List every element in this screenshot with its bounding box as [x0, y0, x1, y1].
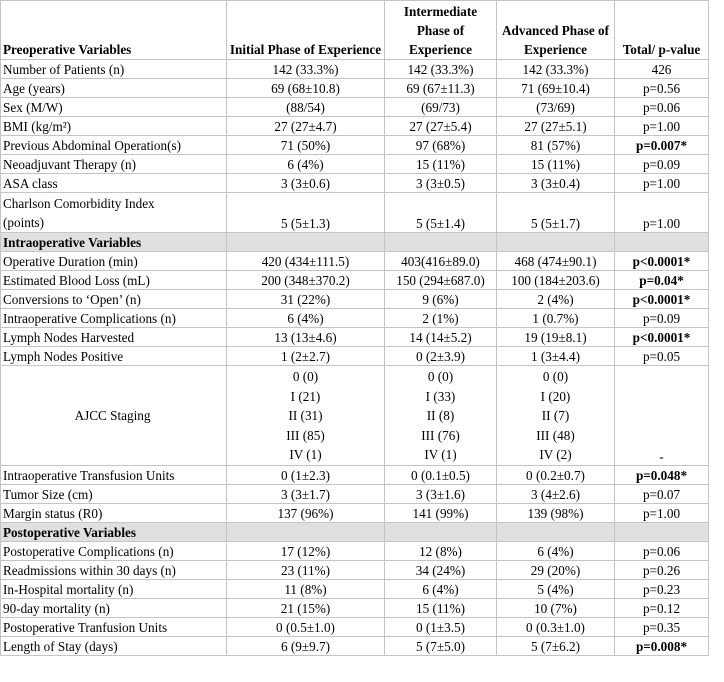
advanced-phase-value: 139 (98%)	[497, 504, 615, 523]
intermediate-phase-value: (69/73)	[385, 98, 497, 117]
advanced-phase-value: 5 (7±6.2)	[497, 637, 615, 656]
advanced-phase-value: 71 (69±10.4)	[497, 79, 615, 98]
charlson-row	[1, 193, 709, 233]
row-label: Lymph Nodes Harvested	[1, 328, 227, 347]
row-label: Postoperative Tranfusion Units	[1, 618, 227, 637]
intraoperative-row	[1, 328, 709, 347]
p-value: p=0.26	[615, 561, 709, 580]
row-label: Intraoperative Complications (n)	[1, 309, 227, 328]
stage-value: II (8)	[426, 408, 455, 424]
stage-value: III (76)	[421, 427, 460, 443]
p-value: p<0.0001*	[615, 290, 709, 309]
advanced-phase-value: 19 (19±8.1)	[497, 328, 615, 347]
intermediate-phase-value: 141 (99%)	[385, 504, 497, 523]
initial-phase-value: 142 (33.3%)	[227, 60, 385, 79]
intermediate-phase-value: 12 (8%)	[385, 542, 497, 561]
initial-phase-value: 6 (9±9.7)	[227, 637, 385, 656]
intermediate-phase-value: 97 (68%)	[385, 136, 497, 155]
stage-value: I (20)	[540, 388, 571, 404]
postoperative-section-blank-cell	[497, 523, 615, 542]
p-value: p=0.04*	[615, 271, 709, 290]
initial-phase-value: 3 (3±1.7)	[227, 485, 385, 504]
advanced-phase-value: 5 (5±1.7)	[497, 193, 615, 233]
intermediate-phase-value: 5 (5±1.4)	[385, 193, 497, 233]
p-value: 426	[615, 60, 709, 79]
p-value: p=0.09	[615, 309, 709, 328]
header-advanced-phase: Advanced Phase of Experience	[497, 1, 615, 60]
intraoperative-row	[1, 290, 709, 309]
preoperative-row	[1, 79, 709, 98]
intraoperative-row	[1, 309, 709, 328]
intermediate-phase-value: 0 (0.1±0.5)	[385, 466, 497, 485]
advanced-phase-value: 100 (184±203.6)	[497, 271, 615, 290]
row-label: Age (years)	[1, 79, 227, 98]
stage-value: I (33)	[425, 388, 456, 404]
header-preoperative-variables: Preoperative Variables	[1, 1, 227, 60]
intermediate-phase-staging	[385, 366, 497, 466]
p-value: p=1.00	[615, 117, 709, 136]
intraoperative-section-blank-cell	[615, 233, 709, 252]
advanced-phase-value: 29 (20%)	[497, 561, 615, 580]
intermediate-phase-value: 0 (2±3.9)	[385, 347, 497, 366]
intermediate-phase-value: 15 (11%)	[385, 599, 497, 618]
initial-phase-value: 200 (348±370.2)	[227, 271, 385, 290]
intermediate-phase-value: 150 (294±687.0)	[385, 271, 497, 290]
preoperative-row	[1, 136, 709, 155]
p-value: p=0.008*	[615, 637, 709, 656]
stage-value: IV (2)	[539, 447, 572, 463]
row-label: Sex (M/W)	[1, 98, 227, 117]
initial-phase-value: 0 (1±2.3)	[227, 466, 385, 485]
initial-phase-value: 21 (15%)	[227, 599, 385, 618]
initial-phase-value: 6 (4%)	[227, 309, 385, 328]
intraoperative-row	[1, 271, 709, 290]
intraoperative-row	[1, 504, 709, 523]
p-value: p=0.07	[615, 485, 709, 504]
p-value: p=0.06	[615, 98, 709, 117]
advanced-phase-value: 2 (4%)	[497, 290, 615, 309]
intermediate-phase-value: 34 (24%)	[385, 561, 497, 580]
intraoperative-section-blank-cell	[227, 233, 385, 252]
stage-value: II (31)	[288, 408, 323, 424]
intraoperative-row	[1, 252, 709, 271]
initial-phase-value: 31 (22%)	[227, 290, 385, 309]
postoperative-row	[1, 618, 709, 637]
stage-value: IV (1)	[424, 447, 457, 463]
initial-phase-value: 137 (96%)	[227, 504, 385, 523]
advanced-phase-value: 1 (0.7%)	[497, 309, 615, 328]
row-label: ASA class	[1, 174, 227, 193]
p-value: p=0.56	[615, 79, 709, 98]
p-value: p=0.05	[615, 347, 709, 366]
intermediate-phase-value: 3 (3±0.5)	[385, 174, 497, 193]
postoperative-section-title: Postoperative Variables	[1, 523, 227, 542]
advanced-phase-staging	[497, 366, 615, 466]
p-value: p=0.06	[615, 542, 709, 561]
p-value: p<0.0001*	[615, 252, 709, 271]
intraoperative-section-title: Intraoperative Variables	[1, 233, 227, 252]
intermediate-phase-value: 69 (67±11.3)	[385, 79, 497, 98]
row-label: Number of Patients (n)	[1, 60, 227, 79]
advanced-phase-value: 0 (0.3±1.0)	[497, 618, 615, 637]
postoperative-row	[1, 637, 709, 656]
intermediate-phase-value: 0 (1±3.5)	[385, 618, 497, 637]
advanced-phase-value: 10 (7%)	[497, 599, 615, 618]
stage-value: IV (1)	[289, 447, 322, 463]
p-value: p=1.00	[615, 193, 709, 233]
initial-phase-value: (88/54)	[227, 98, 385, 117]
intermediate-phase-value: 142 (33.3%)	[385, 60, 497, 79]
initial-phase-value: 3 (3±0.6)	[227, 174, 385, 193]
advanced-phase-value: 15 (11%)	[497, 155, 615, 174]
intraoperative-row	[1, 466, 709, 485]
stage-value: 0 (0)	[292, 369, 319, 385]
preoperative-row	[1, 60, 709, 79]
row-label: Readmissions within 30 days (n)	[1, 561, 227, 580]
advanced-phase-value: 27 (27±5.1)	[497, 117, 615, 136]
intermediate-phase-value: 15 (11%)	[385, 155, 497, 174]
row-label: Lymph Nodes Positive	[1, 347, 227, 366]
p-value: p<0.0001*	[615, 328, 709, 347]
p-value: p=1.00	[615, 504, 709, 523]
row-label: Conversions to ‘Open’ (n)	[1, 290, 227, 309]
p-value: p=1.00	[615, 174, 709, 193]
charlson-label-line1: Charlson Comorbidity Index	[3, 196, 155, 211]
postoperative-section	[1, 523, 709, 542]
row-label: BMI (kg/m²)	[1, 117, 227, 136]
row-label: Neoadjuvant Therapy (n)	[1, 155, 227, 174]
preoperative-row	[1, 174, 709, 193]
stage-value: II (7)	[541, 408, 570, 424]
initial-phase-value: 23 (11%)	[227, 561, 385, 580]
advanced-phase-value: 3 (3±0.4)	[497, 174, 615, 193]
intermediate-phase-value: 9 (6%)	[385, 290, 497, 309]
initial-phase-value: 27 (27±4.7)	[227, 117, 385, 136]
postoperative-section-blank-cell	[227, 523, 385, 542]
advanced-phase-value: 5 (4%)	[497, 580, 615, 599]
header-initial-phase: Initial Phase of Experience	[227, 1, 385, 60]
intraoperative-row	[1, 485, 709, 504]
p-value: p=0.007*	[615, 136, 709, 155]
advanced-phase-value: (73/69)	[497, 98, 615, 117]
intraoperative-row	[1, 347, 709, 366]
postoperative-row	[1, 580, 709, 599]
initial-phase-value: 5 (5±1.3)	[227, 193, 385, 233]
row-label	[1, 193, 227, 233]
postoperative-row	[1, 542, 709, 561]
initial-phase-value: 6 (4%)	[227, 155, 385, 174]
charlson-label-line2: (points)	[3, 215, 45, 230]
advanced-phase-value: 0 (0.2±0.7)	[497, 466, 615, 485]
initial-phase-value: 0 (0.5±1.0)	[227, 618, 385, 637]
postoperative-row	[1, 561, 709, 580]
initial-phase-value: 1 (2±2.7)	[227, 347, 385, 366]
intermediate-phase-value: 27 (27±5.4)	[385, 117, 497, 136]
intermediate-phase-value: 2 (1%)	[385, 309, 497, 328]
initial-phase-value: 71 (50%)	[227, 136, 385, 155]
stage-value: III (85)	[286, 427, 325, 443]
stage-value: 0 (0)	[427, 369, 454, 385]
initial-phase-value: 17 (12%)	[227, 542, 385, 561]
intermediate-phase-value: 3 (3±1.6)	[385, 485, 497, 504]
initial-phase-value: 11 (8%)	[227, 580, 385, 599]
p-value: p=0.23	[615, 580, 709, 599]
p-value: p=0.09	[615, 155, 709, 174]
intermediate-phase-value: 6 (4%)	[385, 580, 497, 599]
intermediate-phase-value: 403(416±89.0)	[385, 252, 497, 271]
intermediate-phase-value: 14 (14±5.2)	[385, 328, 497, 347]
advanced-phase-value: 468 (474±90.1)	[497, 252, 615, 271]
preoperative-row	[1, 117, 709, 136]
advanced-phase-value: 3 (4±2.6)	[497, 485, 615, 504]
postoperative-section-blank-cell	[615, 523, 709, 542]
row-label: Length of Stay (days)	[1, 637, 227, 656]
initial-phase-value: 420 (434±111.5)	[227, 252, 385, 271]
row-label: Postoperative Complications (n)	[1, 542, 227, 561]
stage-value: 0 (0)	[542, 369, 569, 385]
initial-phase-value: 69 (68±10.8)	[227, 79, 385, 98]
intraoperative-section	[1, 233, 709, 252]
row-label: 90-day mortality (n)	[1, 599, 227, 618]
initial-phase-value: 13 (13±4.6)	[227, 328, 385, 347]
header-total-p-value: Total/ p-value	[615, 1, 709, 60]
row-label: Estimated Blood Loss (mL)	[1, 271, 227, 290]
header-row	[1, 1, 709, 60]
p-value: p=0.12	[615, 599, 709, 618]
intermediate-phase-value: 5 (7±5.0)	[385, 637, 497, 656]
ajcc-row	[1, 366, 709, 466]
row-label: Previous Abdominal Operation(s)	[1, 136, 227, 155]
advanced-phase-value: 142 (33.3%)	[497, 60, 615, 79]
preoperative-row	[1, 155, 709, 174]
advanced-phase-value: 81 (57%)	[497, 136, 615, 155]
postoperative-section-blank-cell	[385, 523, 497, 542]
row-label: Intraoperative Transfusion Units	[1, 466, 227, 485]
ajcc-label: AJCC Staging	[1, 366, 227, 466]
row-label: Tumor Size (cm)	[1, 485, 227, 504]
postoperative-row	[1, 599, 709, 618]
intraoperative-section-blank-cell	[497, 233, 615, 252]
row-label: Margin status (R0)	[1, 504, 227, 523]
stage-value: III (48)	[536, 427, 575, 443]
preoperative-row	[1, 98, 709, 117]
row-label: In-Hospital mortality (n)	[1, 580, 227, 599]
initial-phase-staging	[227, 366, 385, 466]
advanced-phase-value: 6 (4%)	[497, 542, 615, 561]
stage-value: I (21)	[290, 388, 321, 404]
p-value: p=0.35	[615, 618, 709, 637]
row-label: Operative Duration (min)	[1, 252, 227, 271]
p-value: -	[615, 366, 709, 466]
header-intermediate-phase: Intermediate Phase of Experience	[385, 1, 497, 60]
advanced-phase-value: 1 (3±4.4)	[497, 347, 615, 366]
p-value: p=0.048*	[615, 466, 709, 485]
intraoperative-section-blank-cell	[385, 233, 497, 252]
